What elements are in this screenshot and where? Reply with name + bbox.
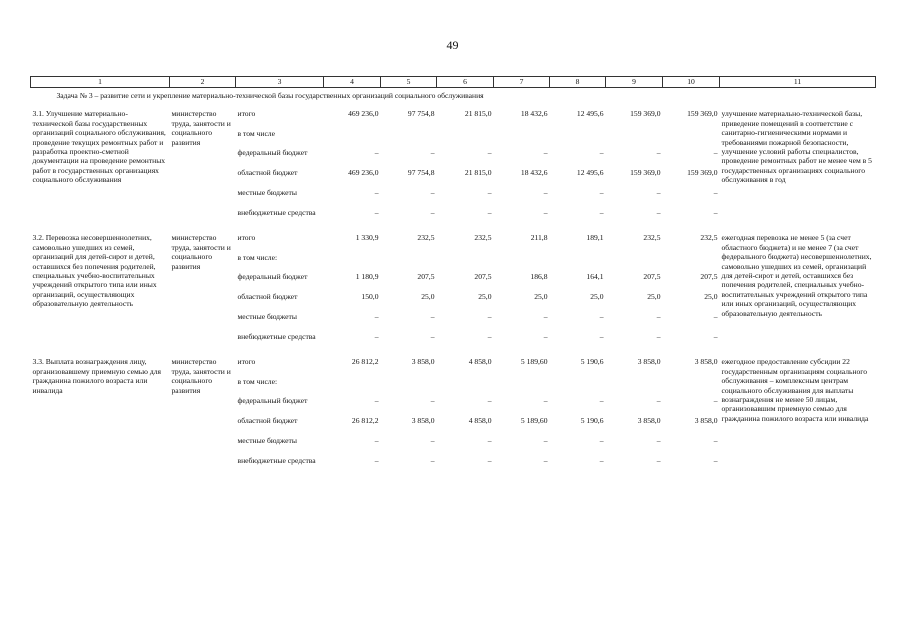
amount-cell: – bbox=[374, 332, 379, 342]
amount-cell bbox=[663, 129, 720, 148]
amount-cell: 25,0 bbox=[647, 292, 661, 302]
amount-cell: 25,0 bbox=[478, 292, 492, 302]
activity-name: 3.1. Улучшение материально-технической базы государственных организаций социального обслуживания, проведение текущих ремонтных работ и разработка проектно-сметной документации на проведение ремонтных работ в государственных организациях социального обслуживания bbox=[32, 109, 166, 185]
amount-cell: – bbox=[656, 332, 661, 342]
funding-source: итого bbox=[237, 233, 256, 243]
amount-cell: 207,5 bbox=[700, 272, 718, 282]
task-title: Задача № 3 – развитие сети и укрепление материально-технической базы государственных организаций социального обслуживания bbox=[56, 91, 484, 100]
amount-cell: 3 858,0 bbox=[637, 416, 661, 426]
amount-cell: – bbox=[599, 312, 604, 322]
amount-cell bbox=[437, 253, 494, 272]
amount-cell: – bbox=[599, 208, 604, 218]
amount-cell: – bbox=[374, 312, 379, 322]
amount-cell: 4 858,0 bbox=[468, 357, 492, 367]
amount-cell: – bbox=[487, 332, 492, 342]
amount-cell: 211,8 bbox=[530, 233, 548, 243]
expected-result: ежегодная перевозка не менее 5 (за счет областного бюджета) и не менее 7 (за счет федерального бюджета) несовершеннолетних, самовольно ушедших из семей, организаций для детей-сирот и детей, оставшихся без попечения родителей, специальных учебно-воспитательных учреждений открытого типа или иных организаций, осуществляющих образовательную деятельность bbox=[721, 233, 872, 318]
funding-source: местные бюджеты bbox=[237, 436, 297, 446]
funding-source: областной бюджет bbox=[237, 168, 298, 178]
amount-cell: – bbox=[487, 312, 492, 322]
amount-cell: 97 754,8 bbox=[407, 168, 435, 178]
amount-cell: – bbox=[713, 312, 718, 322]
amount-cell bbox=[324, 129, 381, 148]
amount-cell: – bbox=[430, 396, 435, 406]
amount-cell: 159 369,0 bbox=[687, 109, 718, 119]
amount-cell: 5 189,60 bbox=[520, 416, 548, 426]
amount-cell bbox=[494, 129, 550, 148]
amount-cell: 5 189,60 bbox=[520, 357, 548, 367]
amount-cell: – bbox=[543, 312, 548, 322]
amount-cell bbox=[324, 253, 381, 272]
column-number: 8 bbox=[550, 77, 606, 88]
amount-cell: – bbox=[543, 396, 548, 406]
amount-cell: 12 495,6 bbox=[576, 109, 604, 119]
amount-cell: 25,0 bbox=[590, 292, 604, 302]
amount-cell: – bbox=[487, 148, 492, 158]
amount-cell: 186,8 bbox=[530, 272, 548, 282]
amount-cell bbox=[381, 129, 437, 148]
amount-cell: – bbox=[430, 148, 435, 158]
amount-cell: – bbox=[487, 396, 492, 406]
amount-cell: – bbox=[374, 436, 379, 446]
column-number: 7 bbox=[494, 77, 550, 88]
amount-cell: – bbox=[543, 188, 548, 198]
amount-cell: 3 858,0 bbox=[694, 357, 718, 367]
amount-cell bbox=[550, 377, 606, 396]
amount-cell bbox=[550, 129, 606, 148]
amount-cell: – bbox=[430, 188, 435, 198]
amount-cell: 189,1 bbox=[586, 233, 604, 243]
amount-cell: 21 815,0 bbox=[464, 109, 492, 119]
amount-cell: 164,1 bbox=[586, 272, 604, 282]
amount-cell: – bbox=[487, 188, 492, 198]
column-number-row bbox=[31, 77, 876, 88]
amount-cell: – bbox=[599, 396, 604, 406]
column-number: 11 bbox=[720, 77, 876, 88]
funding-source: в том числе: bbox=[237, 253, 278, 263]
program-table bbox=[30, 76, 876, 476]
column-number: 10 bbox=[663, 77, 720, 88]
amount-cell: – bbox=[599, 436, 604, 446]
amount-cell: – bbox=[713, 332, 718, 342]
funding-source: областной бюджет bbox=[237, 292, 298, 302]
amount-cell bbox=[381, 253, 437, 272]
amount-cell: 3 858,0 bbox=[411, 416, 435, 426]
amount-cell: – bbox=[543, 148, 548, 158]
amount-cell: 207,5 bbox=[643, 272, 661, 282]
amount-cell: – bbox=[656, 396, 661, 406]
amount-cell: 25,0 bbox=[421, 292, 435, 302]
amount-cell: 1 180,9 bbox=[355, 272, 379, 282]
funding-source: федеральный бюджет bbox=[237, 272, 308, 282]
amount-cell bbox=[494, 253, 550, 272]
amount-cell bbox=[550, 253, 606, 272]
amount-cell: 4 858,0 bbox=[468, 416, 492, 426]
column-number: 9 bbox=[606, 77, 663, 88]
amount-cell: – bbox=[487, 436, 492, 446]
funding-source: внебюджетные средства bbox=[237, 456, 316, 466]
amount-cell: 159 369,0 bbox=[687, 168, 718, 178]
executor: министерство труда, занятости и социального развития bbox=[171, 109, 231, 147]
amount-cell: 232,5 bbox=[417, 233, 435, 243]
funding-source: итого bbox=[237, 357, 256, 367]
amount-cell: 25,0 bbox=[534, 292, 548, 302]
amount-cell: – bbox=[430, 208, 435, 218]
amount-cell: – bbox=[713, 148, 718, 158]
column-number: 5 bbox=[381, 77, 437, 88]
page-number: 49 bbox=[446, 38, 459, 52]
amount-cell bbox=[663, 253, 720, 272]
amount-cell: – bbox=[543, 456, 548, 466]
amount-cell: 469 236,0 bbox=[348, 168, 379, 178]
amount-cell: – bbox=[430, 312, 435, 322]
column-number: 1 bbox=[31, 77, 170, 88]
activity-name: 3.3. Выплата вознаграждения лицу, организовавшему приемную семью для гражданина пожилого возраста или инвалида bbox=[32, 357, 161, 395]
amount-cell: – bbox=[713, 188, 718, 198]
column-number: 6 bbox=[437, 77, 494, 88]
amount-cell: 207,5 bbox=[417, 272, 435, 282]
amount-cell: 12 495,6 bbox=[576, 168, 604, 178]
expected-result: улучшение материально-технической базы, приведение помещений в соответствие с санитарно-гигиеническими нормами и требованиями пожарной безопасности, улучшение условий работы специалистов, проведение ремонтных работ не менее чем в 5 государственных организациях социального обслуживания в год bbox=[721, 109, 872, 185]
amount-cell: 18 432,6 bbox=[520, 109, 548, 119]
amount-cell bbox=[324, 377, 381, 396]
amount-cell: 232,5 bbox=[643, 233, 661, 243]
amount-cell bbox=[606, 129, 663, 148]
amount-cell: – bbox=[374, 188, 379, 198]
amount-cell: – bbox=[599, 332, 604, 342]
funding-source: федеральный бюджет bbox=[237, 396, 308, 406]
funding-source: федеральный бюджет bbox=[237, 148, 308, 158]
amount-cell: – bbox=[599, 148, 604, 158]
amount-cell: – bbox=[599, 188, 604, 198]
funding-source: итого bbox=[237, 109, 256, 119]
amount-cell bbox=[437, 129, 494, 148]
amount-cell: – bbox=[656, 188, 661, 198]
amount-cell: 150,0 bbox=[361, 292, 379, 302]
amount-cell bbox=[606, 253, 663, 272]
table-row bbox=[31, 104, 876, 129]
executor: министерство труда, занятости и социального развития bbox=[171, 357, 231, 395]
amount-cell: 26 812,2 bbox=[351, 416, 379, 426]
amount-cell: – bbox=[656, 456, 661, 466]
amount-cell: – bbox=[543, 436, 548, 446]
amount-cell: – bbox=[713, 456, 718, 466]
amount-cell: – bbox=[487, 208, 492, 218]
amount-cell: 232,5 bbox=[700, 233, 718, 243]
amount-cell: – bbox=[656, 436, 661, 446]
amount-cell: 5 190,6 bbox=[580, 357, 604, 367]
amount-cell: – bbox=[543, 208, 548, 218]
amount-cell: 159 369,0 bbox=[630, 168, 661, 178]
funding-source: в том числе bbox=[237, 129, 275, 139]
amount-cell: – bbox=[656, 312, 661, 322]
amount-cell bbox=[381, 377, 437, 396]
amount-cell: – bbox=[487, 456, 492, 466]
amount-cell: 1 330,9 bbox=[355, 233, 379, 243]
amount-cell: 3 858,0 bbox=[694, 416, 718, 426]
amount-cell: – bbox=[713, 396, 718, 406]
amount-cell bbox=[606, 377, 663, 396]
amount-cell: 159 369,0 bbox=[630, 109, 661, 119]
amount-cell: – bbox=[374, 208, 379, 218]
amount-cell: 5 190,6 bbox=[580, 416, 604, 426]
amount-cell bbox=[437, 377, 494, 396]
funding-source: местные бюджеты bbox=[237, 312, 297, 322]
amount-cell: 21 815,0 bbox=[464, 168, 492, 178]
funding-source: внебюджетные средства bbox=[237, 208, 316, 218]
table-row bbox=[31, 228, 876, 253]
amount-cell: 3 858,0 bbox=[637, 357, 661, 367]
amount-cell: 207,5 bbox=[474, 272, 492, 282]
funding-source: местные бюджеты bbox=[237, 188, 297, 198]
executor: министерство труда, занятости и социального развития bbox=[171, 233, 231, 271]
amount-cell: – bbox=[599, 456, 604, 466]
amount-cell bbox=[494, 377, 550, 396]
amount-cell: 3 858,0 bbox=[411, 357, 435, 367]
amount-cell bbox=[663, 377, 720, 396]
funding-source: областной бюджет bbox=[237, 416, 298, 426]
amount-cell: 26 812,2 bbox=[351, 357, 379, 367]
funding-source: внебюджетные средства bbox=[237, 332, 316, 342]
amount-cell: – bbox=[374, 148, 379, 158]
activity-name: 3.2. Перевозка несовершеннолетних, самовольно ушедших из семей, организаций для детей-сирот и детей, оставшихся без попечения родителей, специальных учебно-воспитательных учреждений открытого типа или иных организаций, осуществляющих образовательную деятельность bbox=[32, 233, 157, 309]
amount-cell: 25,0 bbox=[704, 292, 718, 302]
column-number: 2 bbox=[170, 77, 236, 88]
table-row bbox=[31, 352, 876, 377]
amount-cell: – bbox=[713, 436, 718, 446]
amount-cell: 469 236,0 bbox=[348, 109, 379, 119]
amount-cell: – bbox=[430, 332, 435, 342]
amount-cell: – bbox=[374, 396, 379, 406]
amount-cell: 232,5 bbox=[474, 233, 492, 243]
funding-source: в том числе: bbox=[237, 377, 278, 387]
column-number: 4 bbox=[324, 77, 381, 88]
amount-cell: – bbox=[713, 208, 718, 218]
amount-cell: – bbox=[430, 436, 435, 446]
amount-cell: – bbox=[656, 148, 661, 158]
amount-cell: – bbox=[374, 456, 379, 466]
amount-cell: 18 432,6 bbox=[520, 168, 548, 178]
amount-cell: – bbox=[430, 456, 435, 466]
task-row bbox=[31, 88, 876, 105]
amount-cell: – bbox=[656, 208, 661, 218]
expected-result: ежегодное предоставление субсидии 22 государственным организациям социального обслуживания – комплексным центрам социального обслуживания для выплаты вознаграждения не менее 50 лицам, организовавшим приемную семью для гражданина пожилого возраста или инвалида bbox=[721, 357, 869, 423]
column-number: 3 bbox=[236, 77, 324, 88]
amount-cell: 97 754,8 bbox=[407, 109, 435, 119]
amount-cell: – bbox=[543, 332, 548, 342]
